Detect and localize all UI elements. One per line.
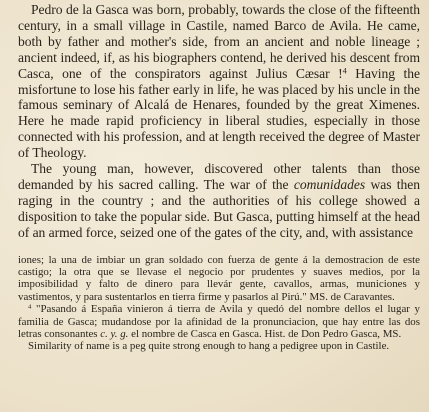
text-segment: Having the misfortune to lose his father early in life, he was placed by his uncle in the famous seminary of Alcalá de Henares, founded by the great Ximenes. Here he made rapid proficiency in liberal studies, especially in those connected with his profession, and at length received the degree of Master of Theology.	[18, 65, 421, 161]
paragraph-young-man	[18, 161, 420, 241]
text-segment: Pedro de la Gasca was born, probably, towards the close of the fifteenth century, in a small village in Castile, named Barco de Avila. He came, both by father and mother's side, from an ancient and noble lineage ; ancient indeed, if, as his biographers contend, he derived his descent from Casca, one of the conspirators against Julius Cæsar !	[18, 2, 420, 81]
footnotes	[18, 254, 420, 353]
footnote-continuation: iones; la una de imbiar un gran soldado con fuerza de gente á la demostracion de este castigo; la otra que se llevase el negocio por prudentes y suaves medios, por la imposibilidad y falto de dinero para llevár gente, cavallos, armas, municiones y vastimentos, y para sustentarlos en tierra firme y pasarlos al Pirú." MS. de Caravantes.	[18, 253, 420, 303]
footnote-marker: 4	[28, 303, 32, 311]
italic-letters: c. y. g.	[100, 328, 129, 341]
text-segment: "Pasando á España vinieron á tierra de Avila y quedó del nombre dellos el lugar y familia de Gasca; mudandose por la afinidad de la pronunciacion, que hay entre las dos letras consonantes	[18, 303, 420, 341]
footnote-4	[18, 303, 420, 340]
text-segment: was then raging in the country ; and the authorities of his college showed a disposition to take the popular side. But Gasca, putting himself at the head of an armed force, seized one of the gates of the city, and, with assistance	[18, 176, 420, 240]
text-segment: el nombre de Casca en Gasca. Hist. de Don Pedro Gasca, MS.	[128, 328, 402, 341]
book-page	[18, 2, 420, 353]
text-segment: The young man, however, discovered other talents than those demanded by his sacred calling. The war of the	[18, 161, 420, 192]
italic-term: comunidades	[293, 176, 366, 192]
footnote-4-remark: Similarity of name is a peg quite strong enough to hang a pedigree upon in Castile.	[28, 340, 390, 353]
footnote-reference: 4	[342, 65, 347, 75]
paragraph-gasca-origins	[18, 2, 420, 161]
main-text	[18, 2, 420, 241]
